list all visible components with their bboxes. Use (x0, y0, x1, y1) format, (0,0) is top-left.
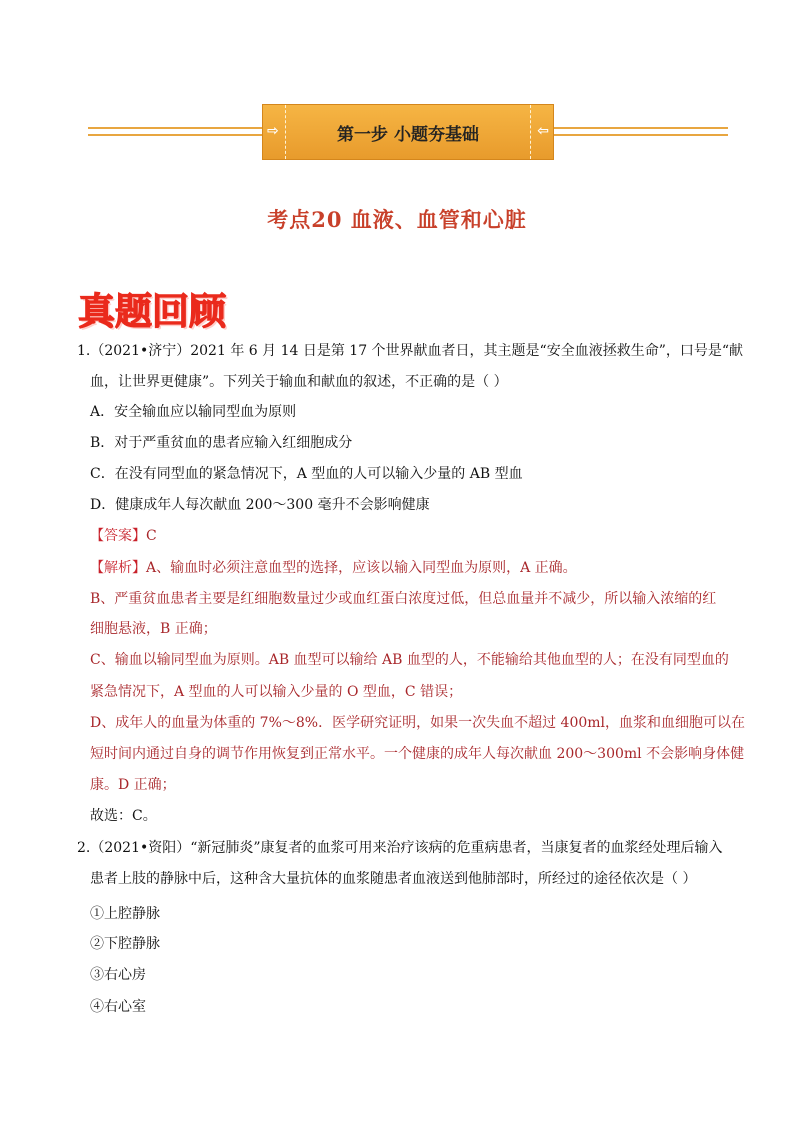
banner-label: 第一步 小题夯基础 (285, 105, 531, 159)
option-d: D．健康成年人每次献血 200～300 毫升不会影响健康 (90, 497, 430, 513)
option-4: ④右心室 (90, 999, 146, 1015)
analysis-label: 【解析】 (90, 560, 146, 576)
analysis-text: 紧急情况下，A 型血的人可以输入少量的 O 型血，C 错误； (90, 684, 463, 700)
arrow-right-icon: ⇨ (267, 123, 279, 139)
option-1: ①上腔静脉 (90, 906, 160, 922)
option-b: B．对于严重贫血的患者应输入红细胞成分 (90, 435, 353, 451)
option-2: ②下腔静脉 (90, 936, 160, 952)
analysis-line (90, 559, 577, 577)
question-stem: 2.（2021•资阳）“新冠肺炎”康复者的血浆可用来治疗该病的危重病患者，当康复者的血浆经处理后输入 (77, 840, 723, 856)
answer-label: 【答案】 (90, 528, 146, 544)
analysis-text: A、输血时必须注意血型的选择，应该以输入同型血为原则，A 正确。 (146, 560, 577, 576)
analysis-text: 短时间内通过自身的调节作用恢复到正常水平。一个健康的成年人每次献血 200～300ml 不会影响身体健 (90, 746, 745, 762)
analysis-text: C、输血以输同型血为原则。AB 血型可以输给 AB 血型的人，不能输给其他血型的人；在没有同型血的 (90, 652, 729, 668)
answer-value: C (146, 528, 157, 544)
banner-rule-left-top (88, 127, 262, 129)
arrow-left-icon: ⇦ (537, 123, 549, 139)
option-3: ③右心房 (90, 967, 146, 983)
analysis-text: 细胞悬液，B 正确； (90, 621, 217, 637)
option-c: C．在没有同型血的紧急情况下，A 型血的人可以输入少量的 AB 型血 (90, 466, 523, 482)
question-stem: 血，让世界更健康”。下列关于输血和献血的叙述，不正确的是（ ） (90, 374, 508, 390)
banner-rule-right-top (554, 127, 728, 129)
question-stem: 1.（2021•济宁）2021 年 6 月 14 日是第 17 个世界献血者日，其主题是“安全血液拯救生命”，口号是“献 (77, 343, 744, 359)
banner-rule-right-bottom (554, 134, 728, 136)
banner-rule-left-bottom (88, 134, 262, 136)
answer-line (90, 527, 157, 545)
analysis-text: B、严重贫血患者主要是红细胞数量过少或血红蛋白浓度过低，但总血量并不减少，所以输入浓缩的红 (90, 591, 717, 607)
analysis-text: D、成年人的血量为体重的 7%～8%．医学研究证明，如果一次失血不超过 400ml，血浆和血细胞可以在 (90, 715, 746, 731)
option-a: A．安全输血应以输同型血为原则 (90, 404, 297, 420)
conclusion: 故选：C。 (90, 808, 157, 824)
section-banner (262, 104, 554, 160)
question-stem: 患者上肢的静脉中后，这种含大量抗体的血浆随患者血液送到他肺部时，所经过的途径依次是（ ） (90, 871, 697, 887)
analysis-text: 康。D 正确； (90, 777, 176, 793)
page-title: 考点20 血液、血管和心脏 (267, 207, 527, 232)
section-stamp: 真题回顾 (78, 290, 226, 333)
